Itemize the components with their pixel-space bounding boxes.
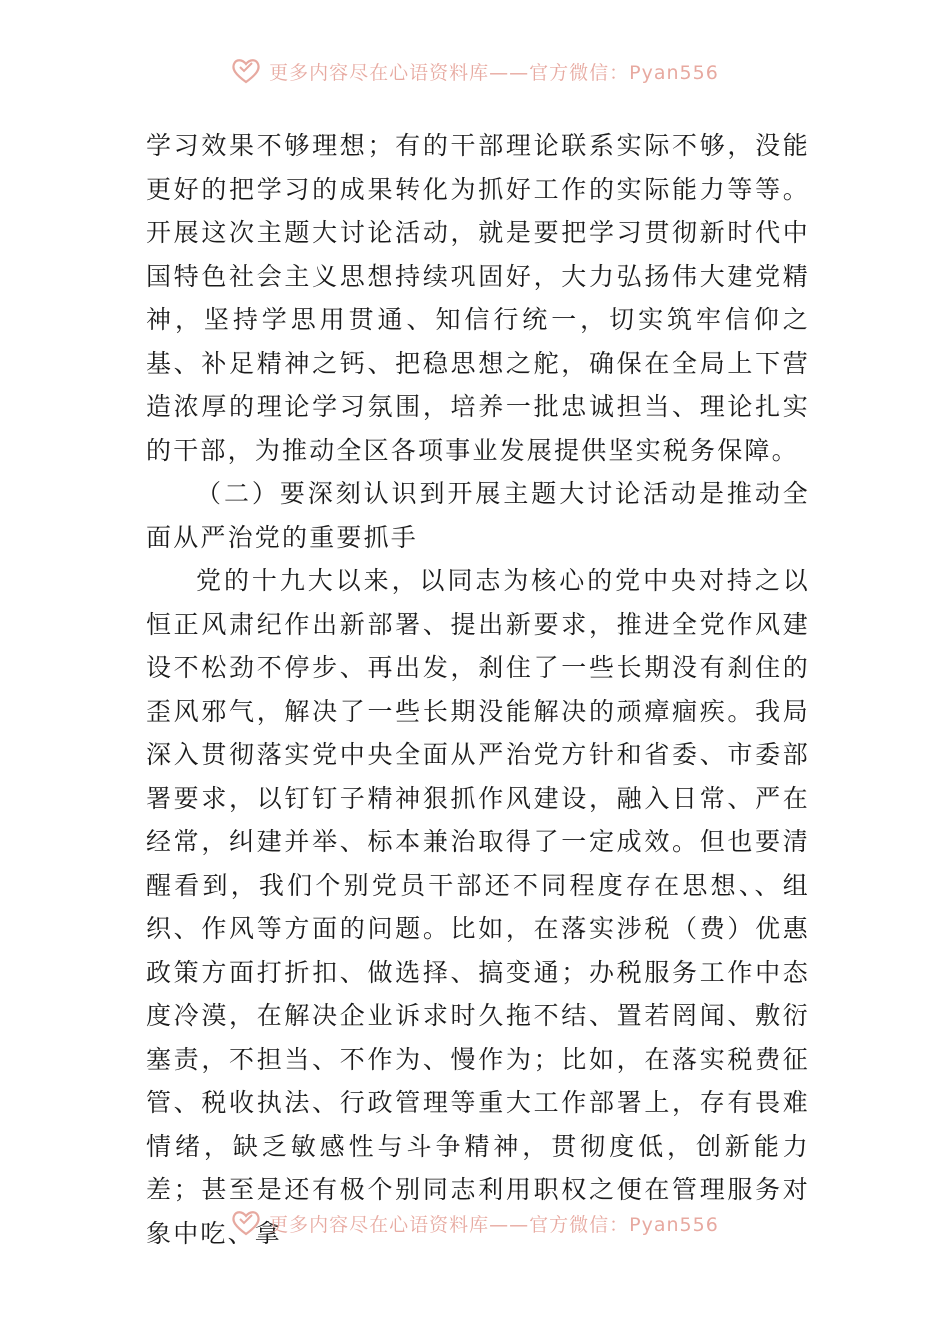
header-watermark xyxy=(0,56,950,86)
section-heading: （二）要深刻认识到开展主题大讨论活动是推动全面从严治党的重要抓手 xyxy=(146,479,810,552)
heart-logo-icon xyxy=(231,1210,261,1236)
paragraph-2: 党的十九大以来，以同志为核心的党中央对持之以恒正风肃纪作出新部署、提出新要求，推进全党作风建设不松劲不停步、再出发，刹住了一些长期没有刹住的歪风邪气，解决了一些长期没能解决的顽瘴痼疾。我局深入贯彻落实党中央全面从严治党方针和省委、市委部署要求，以钉钉子精神狠抓作风建设，融入日常、严在经常，纠建并举、标本兼治取得了一定成效。但也要清醒看到，我们个别党员干部还不同程度存在思想、、组织、作风等方面的问题。比如，在落实涉税（费）优惠政策方面打折扣、做选择、搞变通；办税服务工作中态度冷漠，在解决企业诉求时久拖不结、置若罔闻、敷衍塞责，不担当、不作为、慢作为；比如，在落实税费征管、税收执法、行政管理等重大工作部署上，存有畏难情绪，缺乏敏感性与斗争精神，贯彻度低，创新能力差；甚至是还有极个别同志利用职权之便在管理服务对象中吃、拿 xyxy=(146,566,810,1248)
watermark-text: 更多内容尽在心语资料库——官方微信：Pyan556 xyxy=(269,61,719,84)
footer-watermark xyxy=(0,1208,950,1238)
watermark-text: 更多内容尽在心语资料库——官方微信：Pyan556 xyxy=(269,1213,719,1236)
document-body xyxy=(146,124,810,1255)
heart-logo-icon xyxy=(231,58,261,84)
paragraph-1: 学习效果不够理想；有的干部理论联系实际不够，没能更好的把学习的成果转化为抓好工作的实际能力等等。开展这次主题大讨论活动，就是要把学习贯彻新时代中国特色社会主义思想持续巩固好，大力弘扬伟大建党精神，坚持学思用贯通、知信行统一，切实筑牢信仰之基、补足精神之钙、把稳思想之舵，确保在全局上下营造浓厚的理论学习氛围，培养一批忠诚担当、理论扎实的干部，为推动全区各项事业发展提供坚实税务保障。 xyxy=(146,131,810,465)
